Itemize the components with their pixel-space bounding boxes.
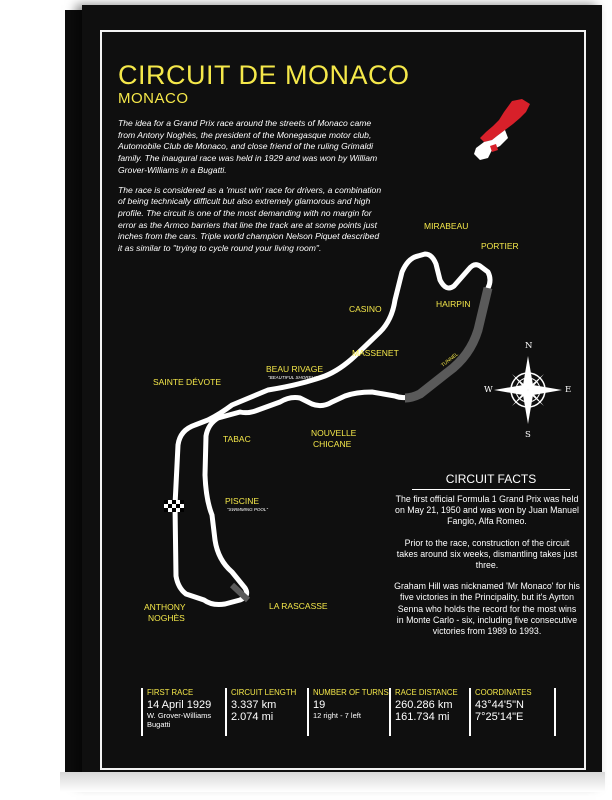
compass-w: W: [484, 385, 493, 395]
compass-icon: [494, 356, 562, 424]
compass-e: E: [565, 385, 572, 395]
stat-label: FIRST RACE: [147, 688, 194, 697]
stat-value: 260.286 km: [395, 699, 453, 711]
stat-detail: Bugatti: [147, 720, 171, 729]
stat-coordinates: [469, 688, 556, 736]
facts-title: CIRCUIT FACTS: [412, 472, 570, 490]
corner-tabac: TABAC: [223, 434, 251, 444]
corner-beau-rivage: BEAU RIVAGE: [266, 364, 323, 374]
corner-massenet: MASSENET: [352, 348, 399, 358]
stat-label: RACE DISTANCE: [395, 688, 458, 697]
corner-piscine-sub: "SWIMMING POOL": [227, 507, 268, 512]
compass-s: S: [525, 430, 531, 440]
stat-detail: W. Grover-Williams: [147, 711, 212, 720]
corner-anthony-noghes-2: NOGHÈS: [148, 613, 185, 623]
facts-paragraph: The first official Formula 1 Grand Prix was held on May 21, 1950 and was won by Juan Manuel Fangio, Alfa Romeo.: [395, 494, 579, 527]
stat-label: COORDINATES: [475, 688, 532, 697]
poster-title: CIRCUIT DE MONACO: [118, 60, 410, 90]
facts-paragraph: Graham Hill was nicknamed 'Mr Monaco' for his five victories in the Principality, but it's Ayrton Senna who holds the record for the most wins in Monte Carlo - six, including five consecutive victories from 1989 to 1993.: [394, 581, 580, 637]
corner-nouvelle-chicane-1: NOUVELLE: [311, 428, 357, 438]
stat-label: CIRCUIT LENGTH: [231, 688, 297, 697]
poster-subtitle: MONACO: [118, 90, 189, 107]
stat-value: 19: [313, 699, 326, 711]
corner-la-rascasse: LA RASCASSE: [269, 601, 328, 611]
stat-value: 43°44'5"N: [475, 699, 524, 711]
intro-paragraph: The race is considered as a 'must win' race for drivers, a combination of being technically difficult but also extremely glamorous and high profile. The circuit is one of the most demanding with no margin for error as the Armco barriers that line the track are at some points just inches from the cars. Triple world champion Nelson Piquet described it as similar to "trying to cycle round your living room".: [118, 184, 382, 254]
stat-label: NUMBER OF TURNS: [313, 688, 389, 697]
stat-value: 161.734 mi: [395, 711, 450, 723]
corner-mirabeau: MIRABEAU: [424, 221, 469, 231]
corner-beau-rivage-sub: "BEAUTIFUL SHORELINE": [268, 375, 324, 380]
stat-race-distance: [389, 688, 458, 736]
facts-body: [394, 494, 580, 647]
corner-anthony-noghes-1: ANTHONY: [144, 602, 186, 612]
corner-piscine: PISCINE: [225, 496, 260, 506]
corner-nouvelle-chicane-2: CHICANE: [313, 439, 352, 449]
monaco-map-icon: [474, 99, 530, 160]
facts-paragraph: Prior to the race, construction of the circuit takes around six weeks, dismantling takes just three.: [396, 537, 578, 571]
stat-first-race: [141, 688, 211, 736]
corner-casino: CASINO: [349, 304, 382, 314]
stat-detail: 12 right - 7 left: [313, 711, 361, 720]
corner-hairpin: HAIRPIN: [436, 299, 471, 309]
stat-value: 14 April 1929: [147, 699, 212, 711]
stat-value: 7°25'14"E: [475, 711, 524, 723]
intro-paragraph: The idea for a Grand Prix race around the streets of Monaco came from Antony Noghès, the president of the Monegasque motor club, Automobile Club de Monaco, and close friend of the ruling Grimaldi family. The inaugural race was held in 1929 and was won by William Grover-Williams in a Bugatti.: [118, 118, 378, 175]
start-finish-flag-icon: [164, 500, 184, 512]
stat-value: 3.337 km: [231, 699, 277, 711]
stat-turns: [307, 688, 389, 736]
stat-circuit-length: [225, 688, 296, 736]
tunnel-label: TUNNEL: [440, 351, 460, 369]
corner-sainte-devote: SAINTE DÉVOTE: [153, 377, 222, 387]
corner-portier: PORTIER: [481, 241, 519, 251]
compass-n: N: [525, 341, 533, 351]
stat-value: 2.074 mi: [231, 711, 274, 723]
